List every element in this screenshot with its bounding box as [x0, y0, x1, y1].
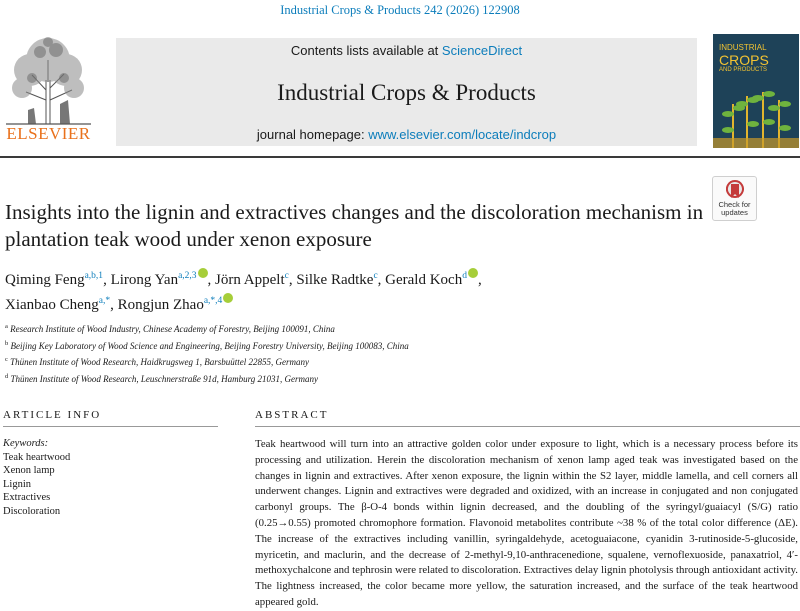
cover-line2: CROPS — [719, 52, 769, 68]
elsevier-wordmark: ELSEVIER — [6, 124, 91, 143]
author-affiliation-marker[interactable]: a,* — [98, 296, 111, 306]
affiliation-marker: c — [5, 356, 8, 363]
keyword-item: Lignin — [3, 478, 31, 490]
keywords-block — [3, 437, 218, 518]
keyword-item: Extractives — [3, 492, 51, 503]
author-affiliation-marker[interactable]: c — [373, 271, 378, 281]
affiliation-text: Thünen Institute of Wood Research, Haidkrugsweg 1, Barsbuüttel 22855, Germany — [7, 357, 309, 367]
author-affiliation-marker[interactable]: c — [284, 271, 289, 281]
elsevier-tree-icon — [2, 30, 95, 126]
cover-line1: INDUSTRIAL — [719, 43, 767, 52]
author-name[interactable]: Lirong Yan — [110, 272, 179, 288]
article-info-heading: ARTICLE INFO — [3, 409, 102, 421]
keyword-list — [3, 451, 218, 519]
contents-line — [116, 43, 697, 58]
keyword-item: Discoloration — [3, 505, 61, 517]
cover-line3: AND PRODUCTS — [719, 67, 768, 73]
journal-cover-image[interactable] — [713, 34, 799, 148]
cover-plants-icon — [713, 34, 799, 148]
article-title: Insights into the lignin and extractives changes and the discoloration mechanism in plantation teak wood under xenon exposure — [5, 200, 704, 251]
check-updates-label: Check for updates — [718, 200, 751, 217]
orcid-icon[interactable] — [468, 268, 478, 278]
affiliation-item — [5, 320, 785, 337]
author-list: Qiming Feng$^{a,b,1}$, Lirong Yan$^{a,2,3}$ , Jörn Appelt$^c$, Silke Radtke$^c$, Gerald Koch$^d$ , Xianbao Cheng$^{a,*}$, Rongjun Zhao$^{a,*,4}$ — [5, 266, 775, 316]
homepage-prefix: journal homepage: — [256, 127, 369, 142]
affiliation-marker: d — [5, 372, 9, 380]
affiliation-marker: a — [5, 323, 8, 330]
affiliation-item — [5, 353, 785, 370]
article-info-rule — [3, 426, 218, 427]
affiliation-item — [5, 337, 785, 354]
elsevier-logo[interactable] — [2, 30, 95, 148]
author-affiliation-marker[interactable]: d — [462, 271, 467, 281]
orcid-icon[interactable] — [198, 268, 208, 278]
homepage-line — [116, 127, 697, 142]
affiliation-text: Thünen Institute of Wood Research, Leuschnerstraße 91d, Hamburg 21031, Germany — [8, 373, 318, 384]
author-affiliation-marker[interactable]: a,*,4 — [203, 296, 223, 306]
author-name[interactable]: Xianbao Cheng — [5, 297, 99, 313]
check-updates-icon — [726, 180, 744, 202]
keyword-item: Teak heartwood — [3, 451, 71, 463]
journal-reference-link[interactable]: Industrial Crops & Products 242 (2026) 122908 — [280, 3, 520, 17]
abstract-text: Teak heartwood will turn into an attractive golden color under exposure to light, which is a necessary process before its processing and utilization. Herein the discoloration mechanism of xenon lamp aged teak was investigated based on the changes in lignin and extractives. After xenon exposure, the lignin within the S2 layer, middle lamella, and cell corners all underwent changes. Lignin and extractives were degraded and oxidized, with an increase in conjugated and non conjugated carbonyl groups. The β-O-4 bonds within lignin decreased, and the doubling of the syringyl/guaiacyl (S/G) ratio (0.25→0.55) promoted chromophore formation. Flavonoid metabolites contribute ~38 % of the total color difference (ΔE). The increase of the extractives including vanillin, syringaldehyde, acetoguaiacone, cyanidin 3-rutinoside-5-glucoside, myricetin, and maclurin, and the decrease of 2-methyl-9,10-anthracenedione, squalene, vernoflexuoside, panaxatriol, 4′-methoxychalcone and tephrosin were related to discoloration. Extractives delay lignin photolysis through antioxidant activity. The lightness increased, the color became more yellow, the saturation increased, and the surface of the teak heartwood appeared gold. — [255, 438, 798, 608]
affiliation-text: Research Institute of Wood Industry, Chinese Academy of Forestry, Beijing 100091, China — [7, 324, 335, 334]
keyword-item: Xenon lamp — [3, 465, 55, 476]
affiliation-marker: b — [5, 339, 9, 347]
abstract-rule — [255, 426, 800, 427]
journal-banner — [116, 38, 697, 146]
abstract-heading: ABSTRACT — [255, 409, 329, 421]
author-affiliation-marker[interactable]: a,b,1 — [84, 271, 104, 281]
contents-prefix: Contents lists available at — [290, 43, 442, 58]
author-name[interactable]: Rongjun Zhao — [117, 297, 204, 313]
affiliation-text: Beijing Key Laboratory of Wood Science and Engineering, Beijing Forestry University, Beijing 100083, China — [8, 340, 409, 351]
orcid-icon[interactable] — [223, 293, 233, 303]
keywords-label: Keywords: — [3, 438, 49, 449]
journal-homepage-link[interactable]: www.elsevier.com/locate/indcrop — [368, 127, 557, 142]
author-name[interactable]: Gerald Koch — [385, 272, 463, 288]
affiliation-item — [5, 370, 785, 387]
journal-header — [0, 28, 800, 151]
author-name[interactable]: Jörn Appelt — [215, 272, 285, 288]
sciencedirect-link[interactable]: ScienceDirect — [441, 43, 523, 58]
author-name[interactable]: Qiming Feng — [5, 272, 85, 288]
author-affiliation-marker[interactable]: a,2,3 — [178, 271, 197, 281]
check-for-updates-button[interactable] — [712, 176, 757, 221]
header-divider — [0, 156, 800, 158]
journal-name: Industrial Crops & Products — [277, 80, 536, 105]
affiliation-list — [5, 320, 785, 386]
author-name[interactable]: Silke Radtke — [296, 272, 374, 288]
